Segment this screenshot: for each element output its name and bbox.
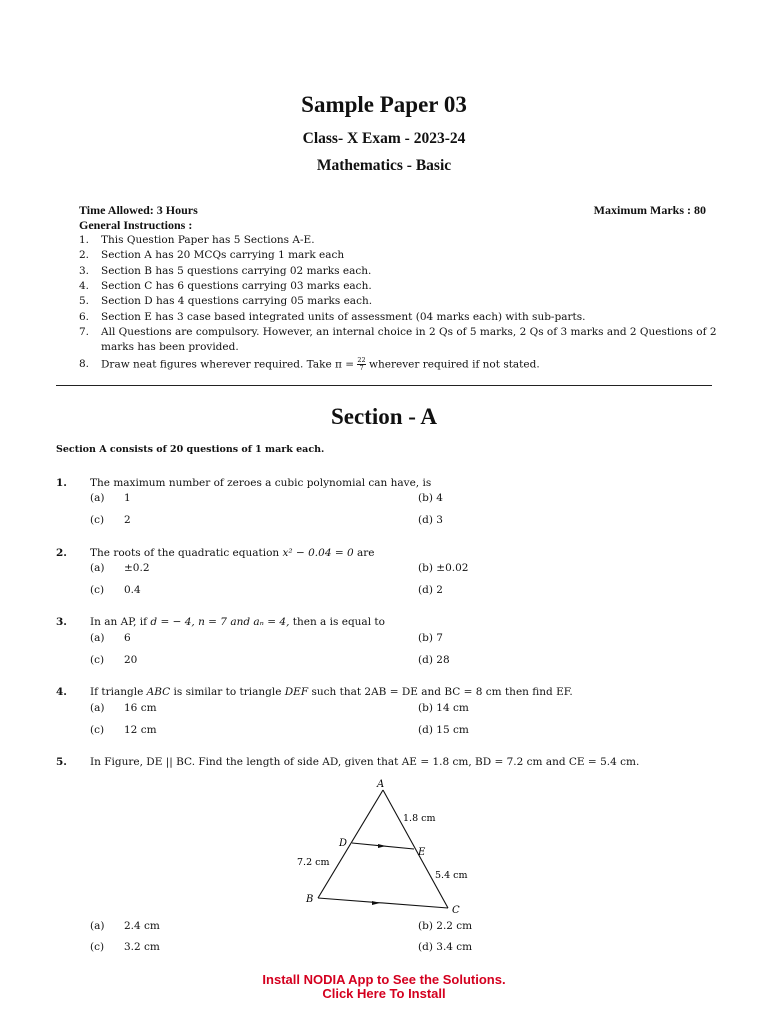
option-d: (d) 15 cm (418, 724, 469, 736)
vertex-c-label: C (452, 905, 460, 916)
footer-line-2[interactable]: Click Here To Install (322, 986, 446, 1001)
math-expression: DEF (284, 686, 309, 698)
math-expression: ABC (146, 686, 171, 698)
option-c: (c) 2 (90, 514, 131, 526)
instruction-text: All Questions are compulsory. However, an internal choice in 2 Qs of 5 marks, 2 Qs of 3 marks and 2 Questions of 2 marks has been provided. (101, 326, 717, 354)
side-ac (383, 790, 448, 908)
parallel-arrow-de (378, 844, 386, 848)
option-b: (b) ±0.02 (418, 562, 469, 574)
question-text: The maximum number of zeroes a cubic polynomial can have, is (90, 477, 432, 489)
instruction-text: Section E has 3 case based integrated units of assessment (04 marks each) with sub-parts. (101, 311, 586, 323)
option-a: (a) 16 cm (90, 702, 157, 714)
instruction-number: 3. (79, 265, 90, 277)
question-number: 2. (56, 547, 67, 559)
label-bd: 7.2 cm (297, 857, 330, 868)
option-c: (c) 20 (90, 654, 138, 666)
option-a: (a) 6 (90, 632, 131, 644)
fraction-denominator: 7 (359, 364, 364, 372)
instruction-number: 4. (79, 280, 90, 292)
instruction-number: 6. (79, 311, 90, 323)
option-b: (b) 14 cm (418, 702, 469, 714)
label-ce: 5.4 cm (435, 870, 468, 881)
instruction-number: 5. (79, 295, 90, 307)
instruction-text-before: Draw neat figures wherever required. Take π = (101, 358, 358, 371)
option-d: (d) 2 (418, 584, 443, 596)
vertex-a-label: A (377, 779, 385, 790)
instruction-item (79, 325, 719, 356)
option-b: (b) 4 (418, 492, 443, 504)
vertex-b-label: B (306, 894, 314, 905)
parallel-arrow-bc (372, 901, 380, 905)
option-b: (b) 2.2 cm (418, 920, 473, 932)
option-a: (a) ±0.2 (90, 562, 150, 574)
option-c: (c) 12 cm (90, 724, 157, 736)
vertex-e-label: E (418, 847, 426, 858)
question-number: 3. (56, 616, 67, 628)
option-d: (d) 3 (418, 514, 443, 526)
fraction-numerator: 22 (357, 356, 366, 364)
option-b: (b) 7 (418, 632, 443, 644)
section-note: Section A consists of 20 questions of 1 mark each. (56, 444, 325, 455)
install-app-link[interactable] (0, 973, 768, 1001)
instruction-text: Section B has 5 questions carrying 02 marks each. (101, 265, 372, 277)
question-number: 4. (56, 686, 67, 698)
question-text: The roots of the quadratic equation x² − 0.04 = 0 are (90, 547, 375, 559)
question-text: In Figure, DE || BC. Find the length of side AD, given that AE = 1.8 cm, BD = 7.2 cm and CE = 5.4 cm. (90, 756, 640, 768)
triangle-figure (280, 776, 500, 918)
vertex-d-label: D (339, 838, 348, 849)
section-title: Section - A (330, 404, 438, 429)
question-number: 5. (56, 756, 67, 768)
subject-line: Mathematics - Basic (316, 157, 452, 174)
instruction-number: 7. (79, 326, 90, 338)
time-allowed: Time Allowed: 3 Hours (79, 203, 198, 217)
side-ab (318, 790, 383, 898)
pi-fraction (357, 357, 365, 372)
class-line: Class- X Exam - 2023-24 (302, 130, 466, 147)
instruction-text: Section A has 20 MCQs carrying 1 mark each (101, 249, 345, 261)
label-ae: 1.8 cm (403, 813, 436, 824)
maximum-marks: Maximum Marks : 80 (593, 203, 706, 217)
footer-line-1[interactable]: Install NODIA App to See the Solutions. (262, 972, 506, 987)
instruction-number: 1. (79, 234, 90, 246)
paper-title: Sample Paper 03 (301, 92, 467, 117)
math-expression: x² − 0.04 = 0 (282, 547, 354, 559)
option-d: (d) 3.4 cm (418, 941, 473, 953)
instruction-text: This Question Paper has 5 Sections A-E. (101, 234, 315, 246)
math-expression: d = − 4, n = 7 and aₙ = 4, (150, 616, 290, 628)
instructions-heading: General Instructions : (79, 218, 193, 232)
question-text: In an AP, if d = − 4, n = 7 and aₙ = 4, then a is equal to (90, 616, 385, 628)
instruction-number: 2. (79, 249, 90, 261)
option-a: (a) 1 (90, 492, 131, 504)
option-d: (d) 28 (418, 654, 450, 666)
instruction-text-after: wherever required if not stated. (365, 358, 540, 371)
option-c: (c) 0.4 (90, 584, 141, 596)
question-number: 1. (56, 477, 67, 489)
instruction-text (101, 357, 719, 373)
instruction-text: Section D has 4 questions carrying 05 marks each. (101, 295, 373, 307)
side-bc (318, 898, 448, 908)
instruction-text: Section C has 6 questions carrying 03 marks each. (101, 280, 372, 292)
option-a: (a) 2.4 cm (90, 920, 160, 932)
divider (56, 385, 712, 386)
question-text: If triangle ABC is similar to triangle DEF such that 2AB = DE and BC = 8 cm then find EF. (90, 686, 573, 698)
option-c: (c) 3.2 cm (90, 941, 160, 953)
instruction-number: 8. (79, 358, 90, 370)
